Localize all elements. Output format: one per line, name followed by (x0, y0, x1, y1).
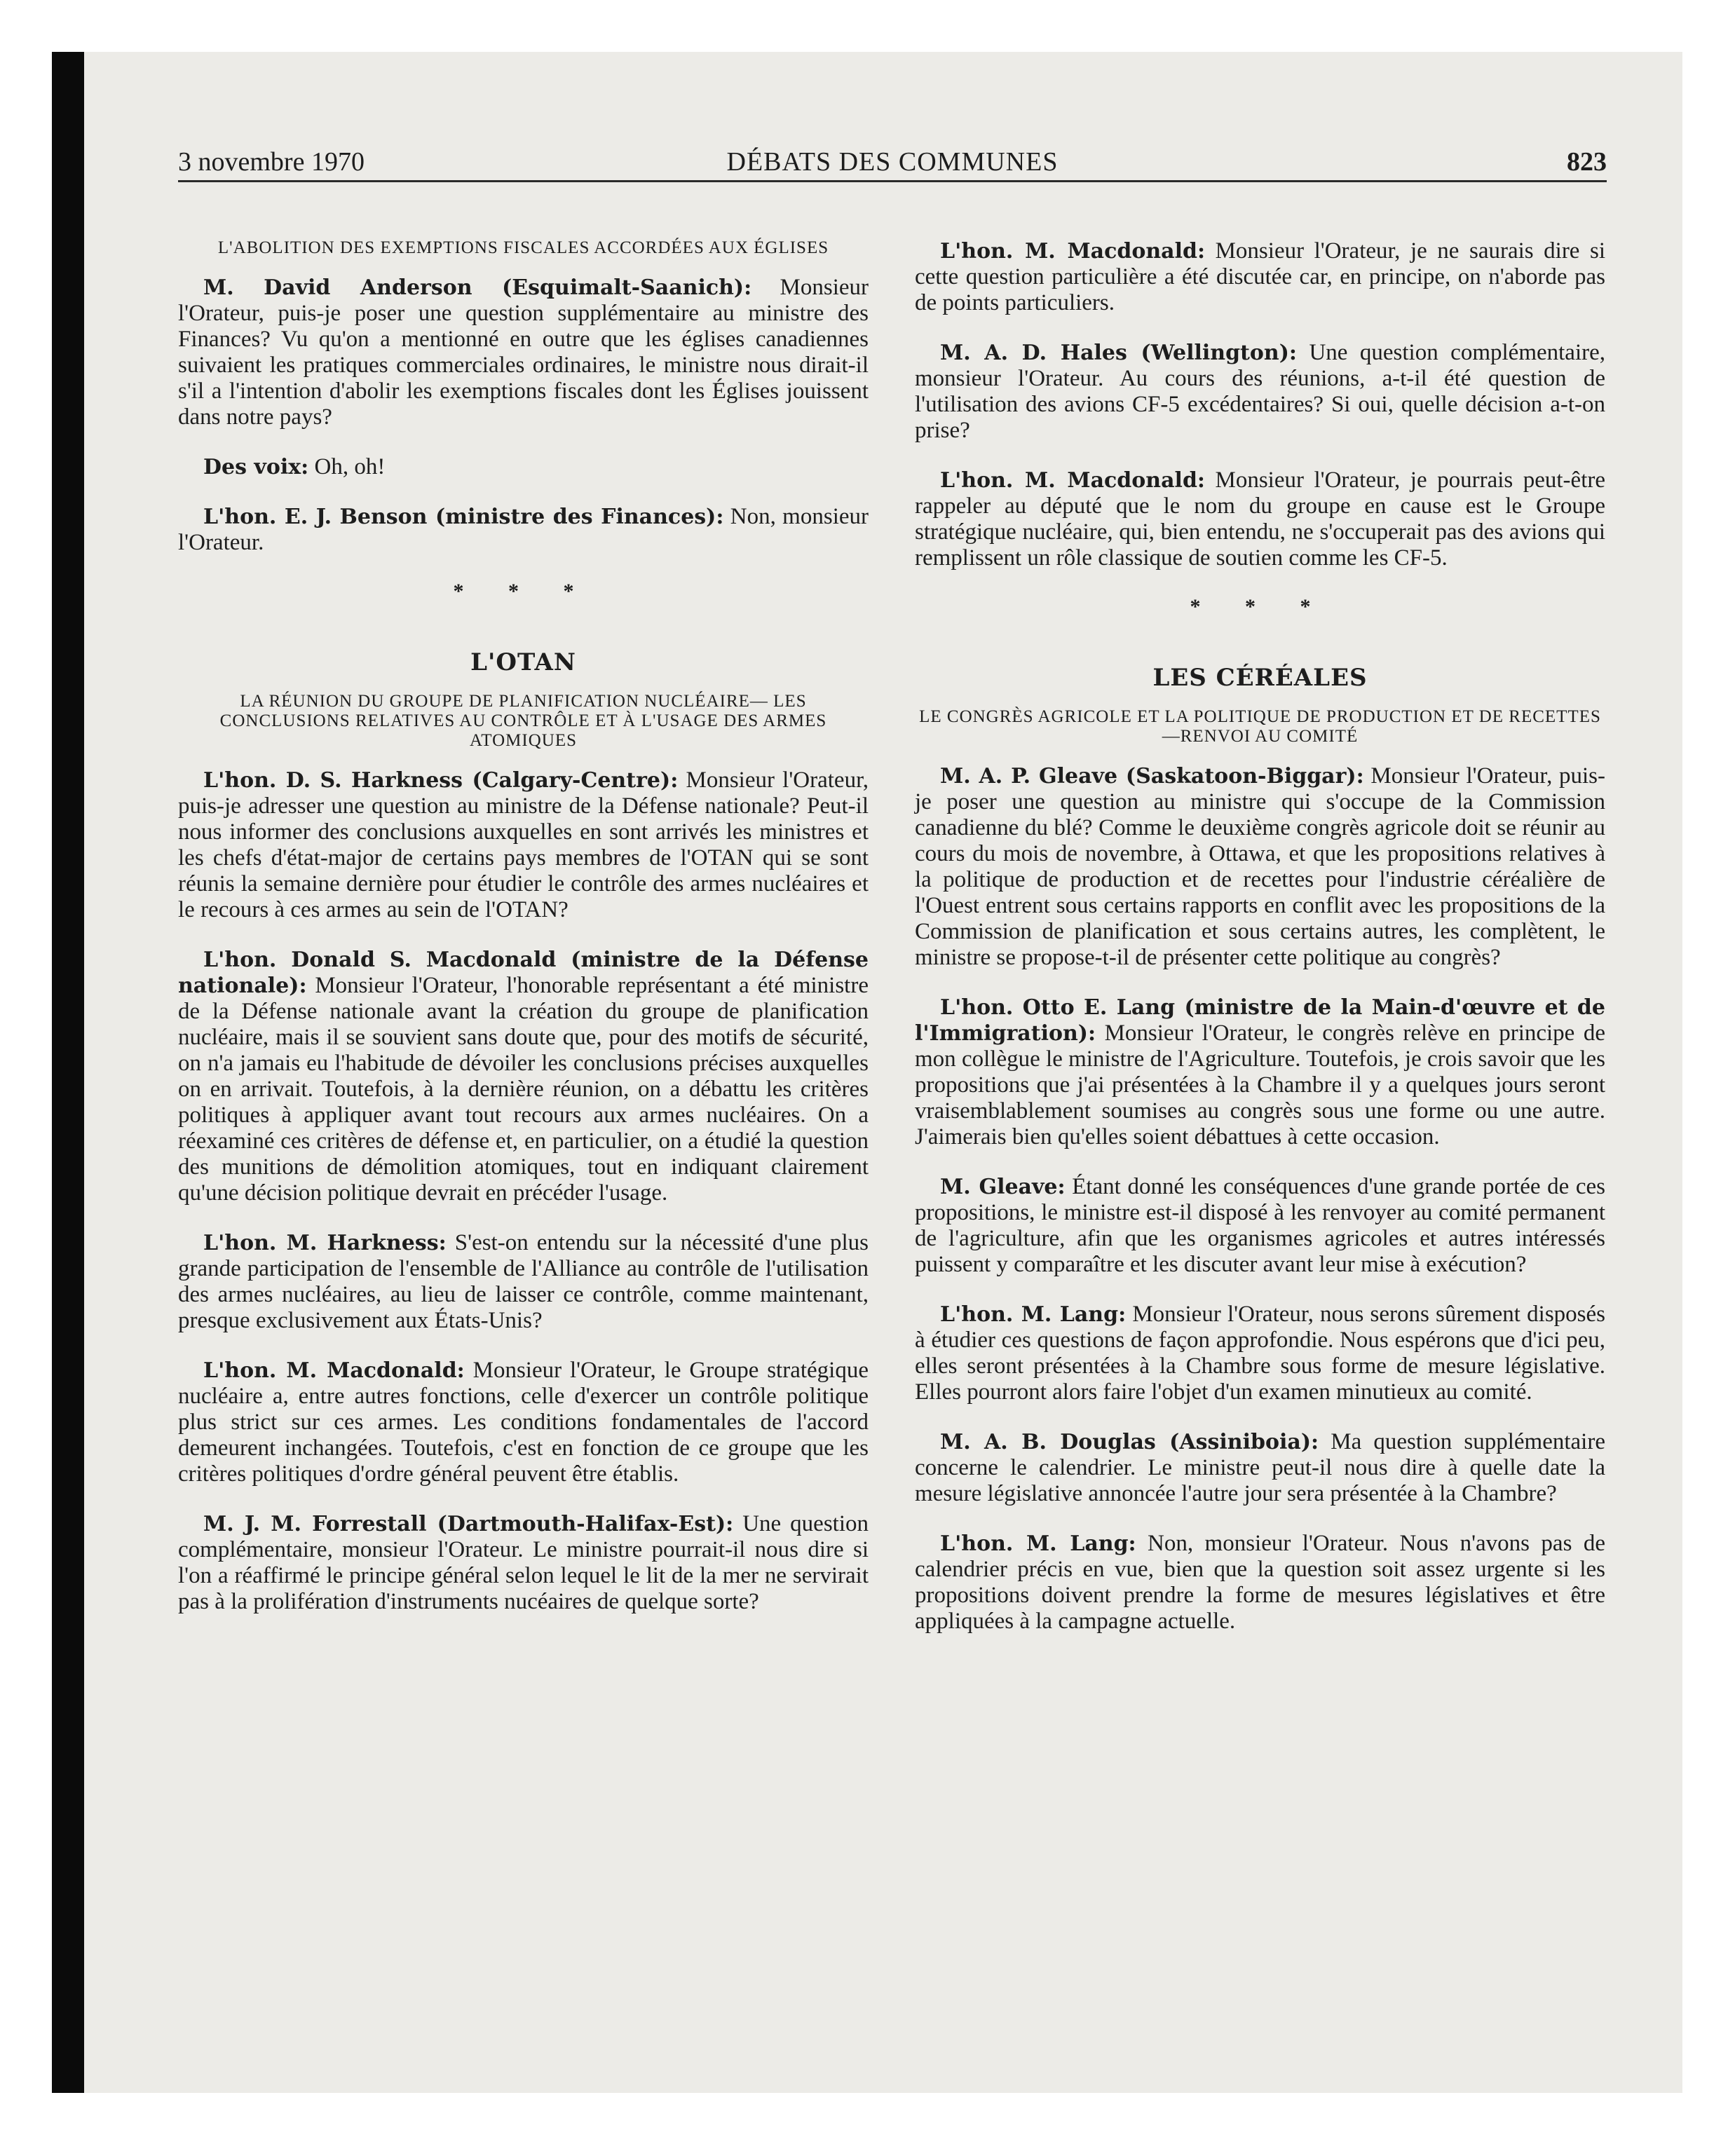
paragraph (178, 767, 869, 923)
speech-text: Ma question supplémentaire concerne le calendrier. Le ministre peut-il nous dire à quelle date la mesure législative annoncée l'autre jour sera présentée à la Chambre? (915, 1429, 1605, 1506)
paragraph (178, 1230, 869, 1334)
left-column (178, 238, 869, 1639)
paragraph (915, 340, 1605, 444)
speaker: M. A. P. Gleave (Saskatoon-Biggar): (940, 764, 1364, 789)
paragraph (915, 1531, 1605, 1635)
header-title: DÉBATS DES COMMUNES (726, 147, 1059, 177)
speaker: L'hon. M. Lang: (940, 1302, 1127, 1327)
speech-text: Étant donné les conséquences d'une grande portée de ces propositions, le ministre est-il disposé à les renvoyer au comité permanent de l'agriculture, afin que les organismes agricoles et autres intéressés puissent y comparaître et les discuter avant leur mise à exécution? (915, 1174, 1605, 1277)
paragraph (915, 1174, 1605, 1278)
speech-text: Oh, oh! (308, 454, 386, 479)
speech-text: Monsieur l'Orateur, l'honorable représentant a été ministre de la Défense nationale avant la création du groupe de planification nucléaire, mais il se souvient sans doute que, pour des motifs de sécurité, on n'a jamais eu l'habitude de dévoiler les conclusions précises auxquelles on en arrivait. Toutefois, à la dernière réunion, on a débattu les critères politiques à appliquer avant tout recours aux armes nucléaires. On a réexaminé ces critères de défense et, en particulier, on a étudié la question des munitions de démolition atomiques, tout en indiquant clairement qu'une décision politique devrait en précéder l'usage. (178, 973, 869, 1206)
speaker: M. David Anderson (Esquimalt-Saanich): (203, 275, 752, 300)
speaker: Des voix: (203, 455, 309, 479)
paragraph (915, 468, 1605, 571)
right-column (915, 238, 1605, 1658)
paragraph (915, 763, 1605, 971)
running-head (178, 144, 1607, 182)
section-title: LE CONGRÈS AGRICOLE ET LA POLITIQUE DE PRODUCTION ET DE RECETTES—RENVOI AU COMITÉ (919, 707, 1601, 746)
page-number: 823 (1567, 147, 1607, 177)
speech-text: Une question complémentaire, monsieur l'Orateur. Le ministre pourrait-il nous dire si l'on a réaffirmé le principe général selon lequel le lit de la mer ne servirait pas à la prolifération d'instruments nucéaires de quelque sorte? (178, 1511, 869, 1614)
paragraph (915, 995, 1605, 1150)
speaker: L'hon. Donald S. Macdonald (ministre de la Défense nationale): (178, 948, 869, 998)
paragraph (915, 1302, 1605, 1405)
speaker: M. A. B. Douglas (Assiniboia): (940, 1430, 1319, 1454)
speech-text: Monsieur l'Orateur, le congrès relève en principe de mon collègue le ministre de l'Agriculture. Toutefois, je crois savoir que les propositions que j'ai présentées à la Chambre il y a quelques jours seront vraisemblablement soumises au congrès sous une forme ou une autre. J'aimerais bien qu'elles soient débattues à cette occasion. (915, 1021, 1605, 1149)
speech-text: Monsieur l'Orateur, le Groupe stratégique nucléaire a, entre autres fonctions, celle d'exercer un contrôle politique plus strict sur ces armes. Les conditions fondamentales de l'accord demeurent inchangées. Toutefois, c'est en fonction de ce groupe que les critères politiques d'ordre général peuvent être établis. (178, 1358, 869, 1487)
binding-edge (52, 52, 84, 2093)
rubric-heading: L'OTAN (470, 648, 576, 676)
speech-text: Monsieur l'Orateur, je pourrais peut-être rappeler au député que le nom du groupe en cause est le Groupe stratégique nucléaire, qui, bien entendu, ne s'occuperait pas des avions qui remplissent un rôle classique de soutien comme les CF-5. (915, 468, 1606, 571)
paragraph (915, 238, 1605, 316)
header-date: 3 novembre 1970 (178, 147, 365, 177)
section-title: LA RÉUNION DU GROUPE DE PLANIFICATION NUCLÉAIRE— LES CONCLUSIONS RELATIVES AU CONTRÔLE ET À L'USAGE DES ARMES ATOMIQUES (219, 692, 827, 750)
speech-text: Non, monsieur l'Orateur. Nous n'avons pas de calendrier précis en vue, bien que la question soit assez urgente si les propositions doivent prendre la forme de mesures législatives et être appliquées à la campagne actuelle. (915, 1531, 1605, 1634)
speech-text: Monsieur l'Orateur, puis-je poser une question au ministre qui s'occupe de la Commission canadienne du blé? Comme le deuxième congrès agricole doit se réunir au cours du mois de novembre, à Ottawa, et que les propositions relatives à la politique de production et de recettes pour l'industrie céréalière de l'Ouest entrent sous certains rapports en conflit avec les propositions de la Commission de planification et sous certains autres, les complètent, le ministre se propose-t-il de présenter cette politique au congrès? (915, 763, 1605, 970)
paragraph (178, 454, 869, 480)
speaker: L'hon. M. Lang: (940, 1531, 1136, 1556)
paragraph (178, 1511, 869, 1615)
speaker: L'hon. M. Macdonald: (203, 1358, 465, 1383)
section-title: L'ABOLITION DES EXEMPTIONS FISCALES ACCORDÉES AUX ÉGLISES (217, 238, 829, 257)
paragraph (178, 504, 869, 556)
speaker: M. A. D. Hales (Wellington): (940, 341, 1297, 365)
paragraph (178, 947, 869, 1206)
paragraph (178, 275, 869, 430)
speech-text: Monsieur l'Orateur, puis-je poser une question supplémentaire au ministre des Finances? Vu qu'on a mentionné en outre que les églises canadiennes suivaient les pratiques commerciales ordinaires, le ministre nous dirait-il s'il a l'intention d'abolir les exemptions fiscales dont les Églises jouissent dans notre pays? (178, 275, 869, 430)
speaker: M. J. M. Forrestall (Dartmouth-Halifax-Est): (203, 1512, 734, 1536)
speaker: L'hon. Otto E. Lang (ministre de la Main-d'œuvre et de l'Immigration): (915, 995, 1605, 1046)
speech-text: Monsieur l'Orateur, puis-je adresser une question au ministre de la Défense nationale? Peut-il nous informer des conclusions auxquelles en sont arrivés les ministres et les chefs d'état-major de certains pays membres de l'OTAN qui se sont réunis la semaine dernière pour étudier le contrôle des armes nucléaires et le recours à ces armes au sein de l'OTAN? (178, 767, 869, 922)
speaker: L'hon. D. S. Harkness (Calgary-Centre): (203, 768, 679, 793)
speech-text: Non, monsieur l'Orateur. (178, 504, 869, 555)
section-separator: * * * (1190, 595, 1331, 618)
speaker: L'hon. M. Macdonald: (940, 239, 1206, 264)
section-separator: * * * (453, 580, 594, 603)
speech-text: Une question complémentaire, monsieur l'Orateur. Au cours des réunions, a-t-il été question de l'utilisation des avions CF-5 excédentaires? Si oui, quelle décision a-t-on prise? (915, 340, 1606, 443)
paragraph (178, 1358, 869, 1487)
rubric-heading: LES CÉRÉALES (1152, 664, 1368, 692)
paragraph (915, 1429, 1605, 1507)
speaker: L'hon. E. J. Benson (ministre des Finances): (203, 505, 724, 529)
speaker: L'hon. M. Macdonald: (940, 468, 1205, 493)
speaker: L'hon. M. Harkness: (203, 1231, 447, 1255)
speaker: M. Gleave: (940, 1175, 1066, 1199)
speech-text: S'est-on entendu sur la nécessité d'une plus grande participation de l'ensemble de l'Alliance au contrôle de l'utilisation des armes nucléaires, au lieu de laisser ce contrôle, comme maintenant, presque exclusivement aux États-Unis? (178, 1230, 869, 1333)
speech-text: Monsieur l'Orateur, nous serons sûrement disposés à étudier ces questions de façon approfondie. Nous espérons que d'ici peu, elles seront présentées à la Chambre sous forme de mesure législative. Elles pourront alors faire l'objet d'un examen minutieux au comité. (915, 1302, 1605, 1405)
speech-text: Monsieur l'Orateur, je ne saurais dire si cette question particulière a été discutée car, en principe, on n'aborde pas de points particuliers. (915, 238, 1605, 315)
